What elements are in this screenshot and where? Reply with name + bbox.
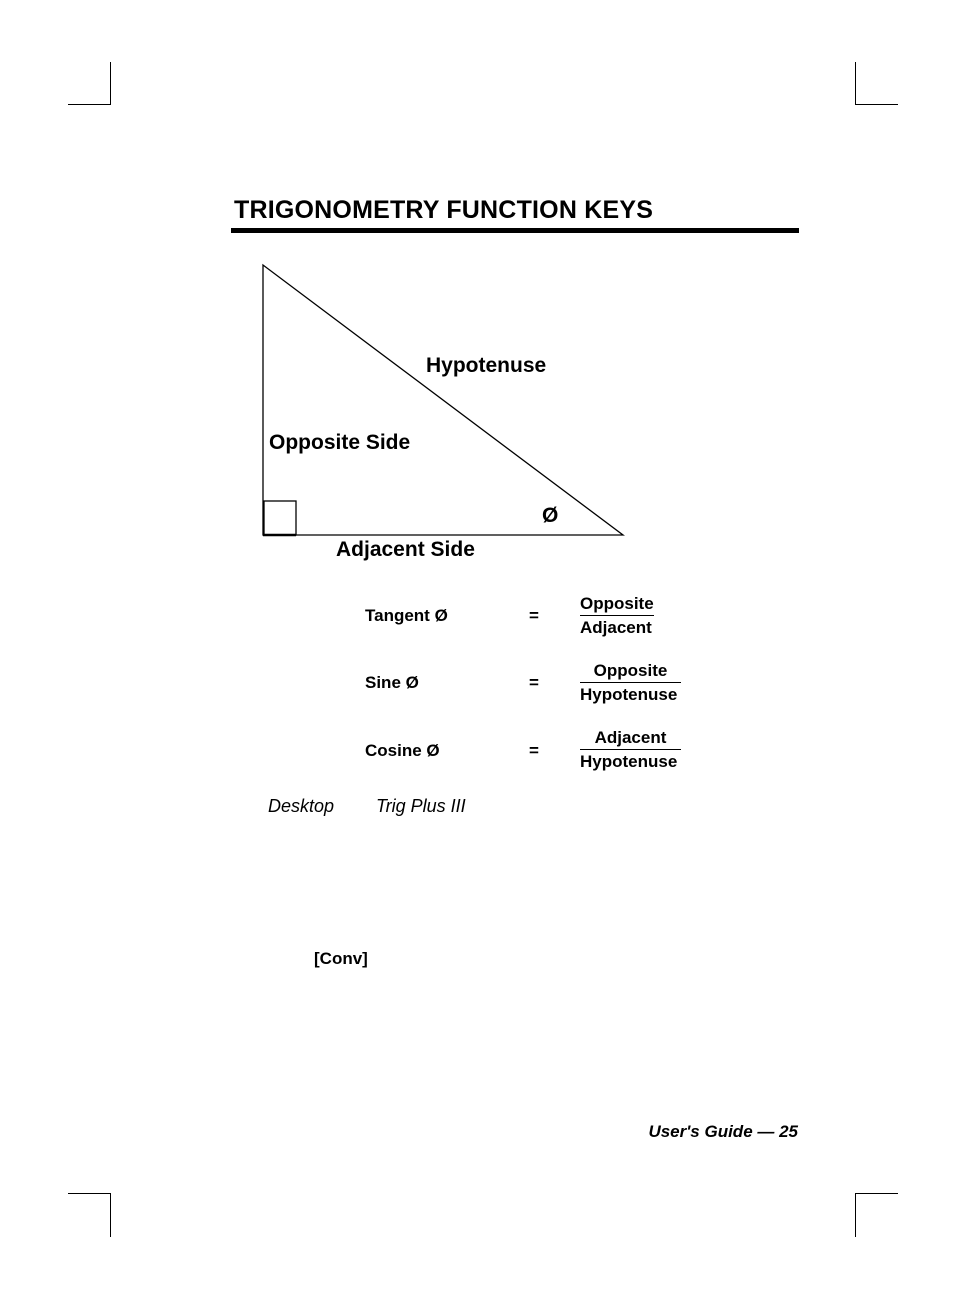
right-triangle-diagram [0, 0, 954, 620]
tangent-fraction [580, 594, 654, 638]
opposite-side-label: Opposite Side [269, 431, 411, 454]
tangent-denominator: Adjacent [580, 618, 652, 637]
sine-numerator: Opposite [580, 661, 681, 683]
sine-equals: = [529, 673, 539, 692]
crop-mark-bottom-right-h [855, 1193, 898, 1194]
adjacent-side-label: Adjacent Side [336, 538, 475, 561]
cosine-fraction [580, 728, 681, 772]
sine-fraction [580, 661, 681, 705]
crop-mark-bottom-left-h [68, 1193, 111, 1194]
tangent-label: Tangent Ø [365, 606, 448, 625]
page-title: TRIGONOMETRY FUNCTION KEYS [234, 196, 654, 224]
crop-mark-bottom-left-v [110, 1193, 111, 1237]
sine-denominator: Hypotenuse [580, 685, 678, 704]
right-angle-marker [264, 501, 296, 535]
triangle-outline [263, 265, 623, 535]
cosine-label: Cosine Ø [365, 741, 440, 760]
crop-mark-bottom-right-v [855, 1193, 856, 1237]
cosine-denominator: Hypotenuse [580, 752, 678, 771]
page-footer: User's Guide — 25 [648, 1122, 798, 1141]
angle-symbol: Ø [542, 504, 559, 527]
conv-key-label: [Conv] [314, 949, 368, 968]
trig-plus-text: Trig Plus III [376, 796, 466, 816]
hypotenuse-label: Hypotenuse [426, 354, 547, 377]
cosine-numerator: Adjacent [580, 728, 681, 750]
desktop-text: Desktop [268, 796, 335, 816]
tangent-equals: = [529, 606, 539, 625]
sine-label: Sine Ø [365, 673, 419, 692]
tangent-numerator: Opposite [580, 594, 654, 616]
cosine-equals: = [529, 741, 539, 760]
